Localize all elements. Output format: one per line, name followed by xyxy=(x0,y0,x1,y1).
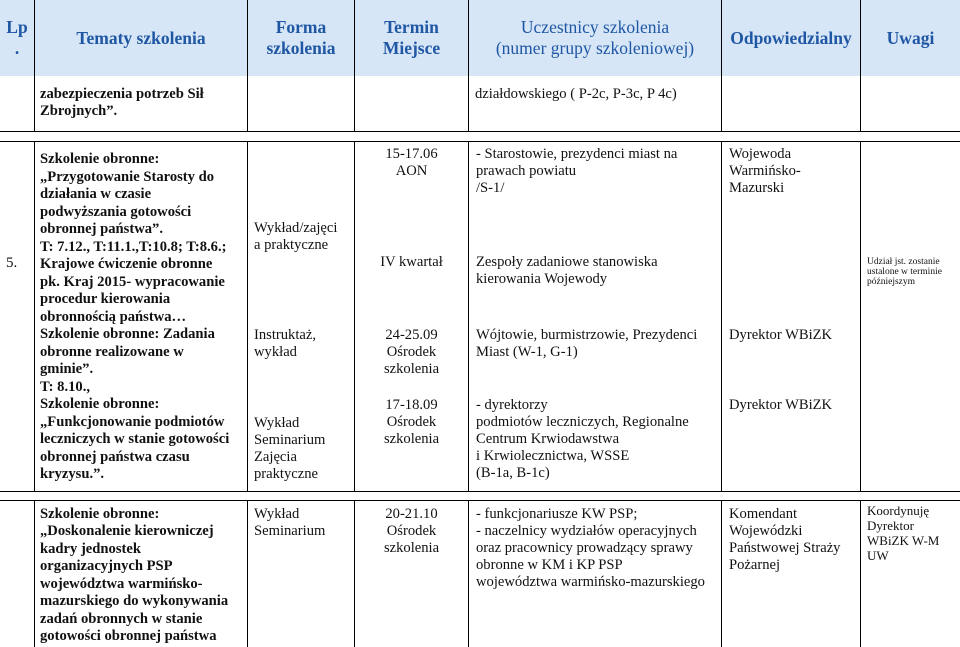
form-line: Wykład/zajęci xyxy=(254,220,338,236)
form-line: Wykład xyxy=(254,506,300,522)
participant-line: - funkcjonariusze KW PSP; xyxy=(476,506,638,522)
header-responsible: Odpowiedzialny xyxy=(730,27,852,48)
notes-line: późniejszym xyxy=(867,277,916,287)
header-lp: Lp . xyxy=(6,17,28,58)
col-line xyxy=(468,0,469,131)
responsible-line: Komendant xyxy=(729,506,798,522)
col-line xyxy=(34,0,35,131)
form-line: Zajęcia xyxy=(254,449,297,465)
participant-line: prawach powiatu xyxy=(476,163,577,179)
topic-line: pk. Kraj 2015- wypracowanie xyxy=(40,274,225,290)
participant-line: Miast (W-1, G-1) xyxy=(476,344,578,360)
term-line: Ośrodek xyxy=(386,523,437,539)
topic-line: „Doskonalenie kierowniczej xyxy=(40,523,214,539)
notes-line: ustalone w terminie xyxy=(867,267,942,277)
col-line xyxy=(354,0,355,131)
form-line: Wykład xyxy=(254,415,300,431)
topic-line: gminie”. xyxy=(40,361,94,377)
topic-line: T: 7.12., T:11.1.,T:10.8; T:8.6.; xyxy=(40,239,227,255)
topic-line: zadań obronnych w stanie xyxy=(40,611,203,627)
col-line xyxy=(721,500,722,647)
participant-line: /S-1/ xyxy=(476,180,505,196)
col-line xyxy=(721,141,722,491)
topic-line: mazurskiego do wykonywania xyxy=(40,593,229,609)
participant-line: Centrum Krwiodawstwa xyxy=(476,431,620,447)
topic-line: Szkolenie obronne: xyxy=(40,151,160,167)
term-line: Ośrodek xyxy=(386,344,437,360)
topic-line: „Przygotowanie Starosty do xyxy=(40,169,215,185)
top-participants: działdowskiego ( P-2c, P-3c, P 4c) xyxy=(475,86,677,102)
col-line xyxy=(860,0,861,131)
responsible-line: Dyrektor WBiZK xyxy=(729,327,833,343)
topic-line: organizacyjnych PSP xyxy=(40,558,173,574)
term-line: 20-21.10 xyxy=(385,506,438,522)
row-divider-6-top xyxy=(0,491,960,492)
col-line xyxy=(860,141,861,491)
top-topic-line: Zbrojnych”. xyxy=(40,103,118,119)
col-line xyxy=(247,141,248,491)
term-line: 24-25.09 xyxy=(385,327,438,343)
term-line: AON xyxy=(395,163,428,179)
participant-line: - Starostowie, prezydenci miast na xyxy=(476,146,678,162)
topic-line: podwyższania gotowości xyxy=(40,204,192,220)
responsible-line: Wojewoda xyxy=(729,146,792,162)
header-form: Forma szkolenia xyxy=(266,17,336,58)
topic-line: działania w czasie xyxy=(40,186,152,202)
col-line xyxy=(247,0,248,131)
col-line xyxy=(860,500,861,647)
form-line: Instruktaż, xyxy=(254,327,317,343)
topic-line: procedur kierowania xyxy=(40,291,171,307)
form-line: Seminarium xyxy=(254,523,326,539)
participant-line: - dyrektorzy xyxy=(476,397,548,413)
participant-line: - naczelnicy wydziałów operacyjnych xyxy=(476,523,697,539)
participant-line: kierowania Wojewody xyxy=(476,271,608,287)
participant-line: Zespoły zadaniowe stanowiska xyxy=(476,254,658,270)
form-line: praktyczne xyxy=(254,466,319,482)
responsible-line: Państwowej Straży xyxy=(729,540,841,556)
responsible-line: Mazurski xyxy=(729,180,785,196)
form-line: Seminarium xyxy=(254,432,326,448)
notes-line: Koordynuję xyxy=(867,503,930,518)
form-line: wykład xyxy=(254,344,297,360)
row-divider-6 xyxy=(0,500,960,501)
participant-line: podmiotów leczniczych, Regionalne xyxy=(476,414,689,430)
topic-line: gotowości obronnej państwa xyxy=(40,628,217,644)
notes-line: UW xyxy=(867,548,889,563)
term-line: szkolenia xyxy=(383,431,440,447)
header-term: Termin Miejsce xyxy=(382,17,441,58)
responsible-line: Pożarnej xyxy=(729,557,781,573)
participant-line: oraz pracownicy prowadzący sprawy xyxy=(476,540,693,556)
header-participants: Uczestnicy szkolenia (numer grupy szkoleniowej) xyxy=(495,17,695,58)
term-line: IV kwartał xyxy=(380,254,443,270)
notes-line: Udział jst. zostanie xyxy=(867,257,940,267)
topic-line: obronnością państwa… xyxy=(40,309,187,325)
responsible-line: Warmińsko- xyxy=(729,163,801,179)
row-divider-5 xyxy=(0,141,960,142)
header-notes: Uwagi xyxy=(886,27,935,48)
term-line: szkolenia xyxy=(383,540,440,556)
participant-line: Wójtowie, burmistrzowie, Prezydenci xyxy=(476,327,698,343)
col-line xyxy=(247,500,248,647)
participant-line: (B-1a, B-1c) xyxy=(476,465,550,481)
topic-line: obronnej państwa czasu xyxy=(40,449,190,465)
header-topics: Tematy szkolenia xyxy=(76,27,206,48)
participant-line: obronne w KM i KP PSP xyxy=(476,557,623,573)
responsible-line: Dyrektor WBiZK xyxy=(729,397,833,413)
topic-line: Krajowe ćwiczenie obronne xyxy=(40,256,213,272)
topic-line: Szkolenie obronne: xyxy=(40,506,160,522)
col-line xyxy=(468,500,469,647)
topic-line: obronne realizowane w xyxy=(40,344,184,360)
term-line: 15-17.06 xyxy=(385,146,438,162)
notes-line: Dyrektor xyxy=(867,518,914,533)
participant-line: województwa warmińsko-mazurskiego xyxy=(476,574,705,590)
term-line: 17-18.09 xyxy=(385,397,438,413)
col-line xyxy=(468,141,469,491)
form-line: a praktyczne xyxy=(254,237,329,253)
row-divider-top xyxy=(0,131,960,132)
term-line: Ośrodek xyxy=(386,414,437,430)
notes-line: WBiZK W-M xyxy=(867,533,940,548)
top-topic-line: zabezpieczenia potrzeb Sił xyxy=(40,86,204,102)
participant-line: i Krwiolecznictwa, WSSE xyxy=(476,448,630,464)
row-number: 5. xyxy=(6,255,18,271)
topic-line: województwa warmińsko- xyxy=(40,576,203,592)
topic-line: „Funkcjonowanie podmiotów xyxy=(40,414,225,430)
term-line: szkolenia xyxy=(383,361,440,377)
topic-line: obronnej państwa”. xyxy=(40,221,163,237)
topic-line: kryzysu.”. xyxy=(40,466,105,482)
topic-line: leczniczych w stanie gotowości xyxy=(40,431,230,447)
col-line xyxy=(34,500,35,647)
topic-line: T: 8.10., xyxy=(40,379,90,395)
col-line xyxy=(721,0,722,131)
topic-line: Szkolenie obronne: xyxy=(40,396,160,412)
responsible-line: Wojewódzki xyxy=(729,523,803,539)
topic-line: kadry jednostek xyxy=(40,541,141,557)
col-line xyxy=(34,141,35,491)
topic-line: Szkolenie obronne: Zadania xyxy=(40,326,215,342)
